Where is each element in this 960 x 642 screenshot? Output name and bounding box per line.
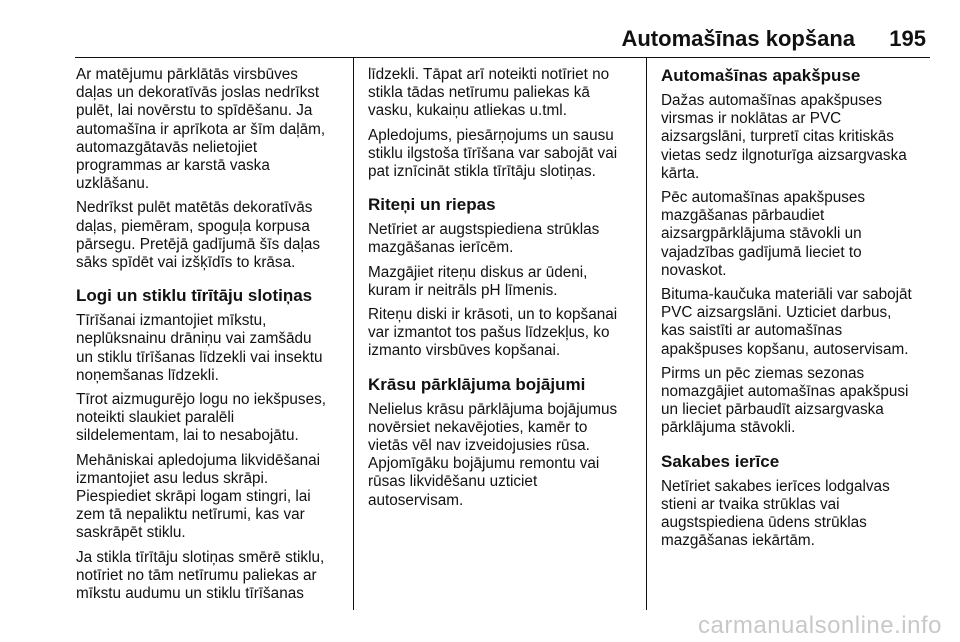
column-1: [76, 66, 344, 609]
text-line: mazgāšanas iekārtām.: [661, 532, 815, 550]
column-divider: [646, 58, 647, 610]
watermark-logo: carmanualsonline.info: [698, 612, 942, 639]
paragraph: [76, 391, 344, 446]
text-line: autoservisam.: [368, 491, 464, 509]
paragraph: [661, 478, 933, 551]
text-line: aizsargpārklājuma stāvokli un: [661, 225, 862, 243]
paragraph: [76, 66, 344, 193]
text-line: Pirms un pēc ziemas sezonas: [661, 364, 865, 382]
text-line: un stiklu tīrīšanas līdzekli vai insektu: [76, 348, 323, 366]
paragraph: [368, 306, 638, 361]
text-line: pārsegu. Pretējā gadījumā šīs daļas: [76, 235, 321, 253]
text-line: automašīna ir aprīkota ar šīm daļām,: [76, 120, 326, 138]
text-line: aizsargslāni, turpretī citas kritiskās: [661, 128, 894, 146]
text-line: Tīrot aizmugurējo logu no iekšpuses,: [76, 391, 326, 409]
text-line: izmanto virsbūves kopšanai.: [368, 342, 561, 360]
paragraph: [368, 264, 638, 300]
paragraph: [368, 401, 638, 510]
text-line: augstspiediena ūdens strūklas: [661, 514, 867, 532]
text-line: Piespiediet skrāpi logam stingri, lai: [76, 488, 311, 506]
text-line: kārta.: [661, 164, 700, 182]
text-line: nomazgājiet automašīnas apakšpusi: [661, 383, 909, 401]
text-line: Netīriet ar augstspiediena strūklas: [368, 221, 600, 239]
text-line: Mehāniskai apledojuma likvidēšanai: [76, 451, 321, 469]
text-line: un lieciet pārbaudīt aizsargvaska: [661, 401, 884, 419]
section-heading-towbar: Sakabes ierīce: [661, 451, 780, 471]
paragraph: [368, 66, 638, 121]
text-line: neplūksnainu drāniņu vai zamšādu: [76, 330, 312, 348]
text-line: izmantojiet asu ledus skrāpi.: [76, 469, 269, 487]
text-line: Mazgājiet riteņu diskus ar ūdeni,: [368, 263, 588, 281]
text-line: Dažas automašīnas apakšpuses: [661, 92, 883, 109]
text-line: noteikti slaukiet paralēli: [76, 409, 235, 427]
text-line: rūsas likvidēšanu uzticiet: [368, 473, 538, 491]
paragraph: [368, 127, 638, 182]
section-heading-paint: Krāsu pārklājuma bojājumi: [368, 374, 586, 394]
paragraph: [76, 199, 344, 272]
header-rule: [75, 57, 930, 58]
section-heading-windows: Logi un stiklu tīrītāju slotiņas: [76, 286, 313, 306]
text-line: notīriet no tām netīrumu paliekas ar: [76, 566, 317, 584]
column-2: [368, 66, 638, 516]
text-line: Apjomīgāku bojājumu remontu vai: [368, 455, 600, 473]
text-line: mazgāšanas ierīcēm.: [368, 239, 514, 257]
text-line: daļas, piemēram, spoguļa korpusa: [76, 217, 310, 235]
text-line: Bituma-kaučuka materiāli var sabojāt: [661, 286, 912, 304]
text-line: saskrāpēt stiklu.: [76, 524, 186, 542]
column-3: [661, 66, 933, 556]
text-line: pat iznīcināt stikla tīrītāju slotiņas.: [368, 163, 596, 181]
page-number: 195: [889, 26, 926, 51]
text-line: novērsiet nekavējoties, kamēr to: [368, 418, 588, 436]
text-line: daļas un dekoratīvās joslas nedrīkst: [76, 84, 320, 102]
text-line: Ja stikla tīrītāju slotiņas smērē stiklu,: [76, 548, 325, 566]
text-line: mīkstu audumu un stiklu tīrīšanas: [76, 585, 304, 603]
paragraph: [76, 452, 344, 543]
column-divider: [353, 58, 354, 610]
text-line: stieni ar tvaika strūklas vai: [661, 495, 840, 513]
text-line: programmas ar karstā vaska: [76, 157, 270, 175]
paragraph: [661, 92, 933, 183]
text-line: vasku, kukaiņu atliekas u.tml.: [368, 102, 567, 120]
paragraph: [76, 549, 344, 604]
text-line: Riteņu diski ir krāsoti, un to kopšanai: [368, 306, 618, 324]
chapter-title: Automašīnas kopšana: [621, 26, 855, 51]
text-line: apakšpuses kopšanu, autoservisam.: [661, 340, 909, 358]
paragraph: [661, 365, 933, 438]
section-heading-wheels: Riteņi un riepas: [368, 195, 496, 215]
text-line: stiklu ilgstoša tīrīšana var sabojāt vai: [368, 144, 618, 162]
text-line: kuram ir neitrāls pH līmenis.: [368, 281, 558, 299]
text-line: vietās vēl nav izveidojusies rūsa.: [368, 437, 590, 455]
paragraph: [661, 286, 933, 359]
text-line: uzklāšanu.: [76, 175, 150, 193]
text-line: stikla tādas netīrumu paliekas kā: [368, 84, 590, 102]
text-line: Apledojums, piesārņojums un sausu: [368, 126, 614, 144]
text-line: sildelementam, lai to nesabojātu.: [76, 427, 299, 445]
text-line: Ar matējumu pārklātās virsbūves: [76, 66, 298, 83]
text-line: vajadzības gadījumā lieciet to: [661, 243, 862, 261]
text-line: Tīrīšanai izmantojiet mīkstu,: [76, 312, 267, 330]
text-line: noņemšanas līdzekli.: [76, 366, 219, 384]
text-line: līdzekli. Tāpat arī noteikti notīriet no: [368, 66, 610, 83]
text-line: automazgātavās nelietojiet: [76, 138, 258, 156]
text-line: vietas sedz ilgnoturīga aizsargvaska: [661, 146, 907, 164]
text-line: mazgāšanas pārbaudiet: [661, 207, 825, 225]
text-line: Nedrīkst pulēt matētās dekoratīvās: [76, 199, 313, 217]
text-line: Pēc automašīnas apakšpuses: [661, 189, 866, 207]
text-line: var izmantot tos pašus līdzekļus, ko: [368, 324, 610, 342]
paragraph: [76, 312, 344, 385]
text-line: PVC aizsargslāni. Uzticiet darbus,: [661, 304, 892, 322]
text-line: Nelielus krāsu pārklājuma bojājumus: [368, 400, 618, 418]
text-line: pulēt, lai novērstu to spīdēšanu. Ja: [76, 102, 313, 120]
text-line: pārklājuma stāvokli.: [661, 419, 796, 437]
text-line: zem tā nepaliktu netīrumi, kas var: [76, 506, 305, 524]
text-line: novaskot.: [661, 261, 727, 279]
page-header: [0, 20, 960, 54]
section-heading-underbody: Automašīnas apakšpuse: [661, 66, 861, 85]
text-line: kas saistīti ar automašīnas: [661, 322, 843, 340]
text-line: Netīriet sakabes ierīces lodgalvas: [661, 477, 890, 495]
paragraph: [661, 189, 933, 280]
text-line: sāks spīdēt vai izšķīdīs to krāsa.: [76, 254, 296, 272]
paragraph: [368, 221, 638, 257]
text-line: virsmas ir noklātas ar PVC: [661, 110, 842, 128]
